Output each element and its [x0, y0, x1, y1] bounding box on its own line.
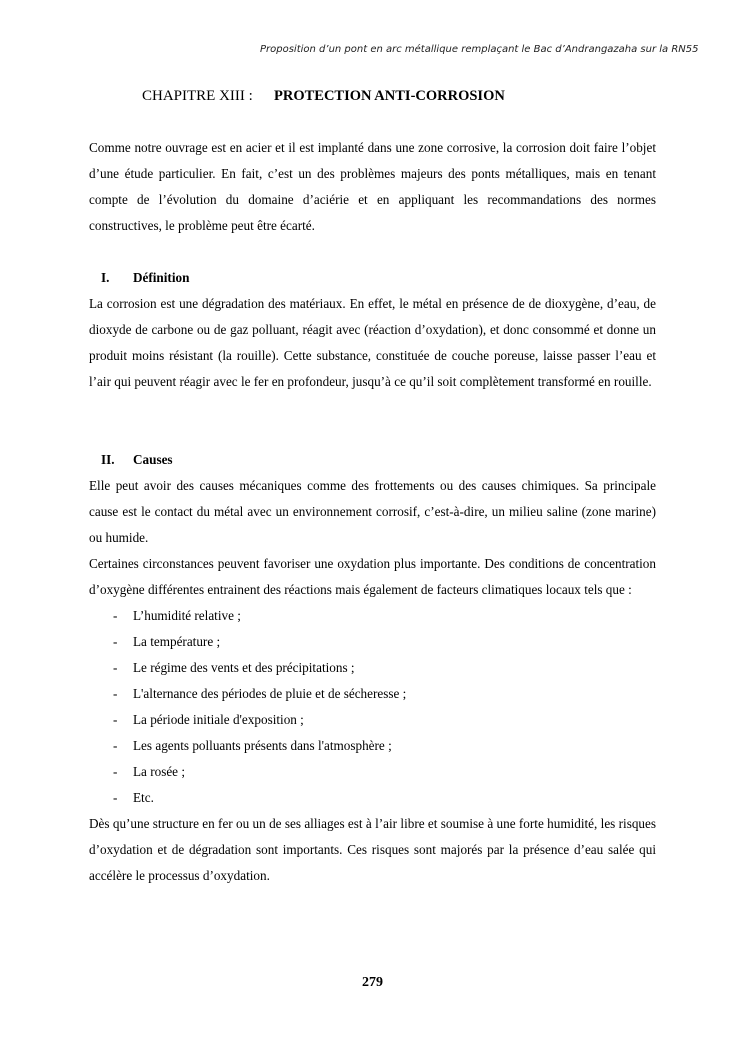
- running-header: Proposition d’un pont en arc métallique remplaçant le Bac d’Andrangazaha sur la RN55: [260, 44, 699, 55]
- section-number: II.: [101, 452, 115, 467]
- section-causes: [89, 447, 656, 889]
- chapter-heading: [142, 88, 505, 105]
- causes-paragraph: Elle peut avoir des causes mécaniques comme des frottements ou des causes chimiques. Sa principale cause est le contact du métal avec un environnement corrosif, c’est-à-dire, un milieu saline (zone marine) ou humide.: [89, 478, 656, 545]
- list-item-text: La température ;: [133, 634, 221, 649]
- list-item: [89, 759, 656, 785]
- intro-block: [89, 135, 656, 239]
- list-item: [89, 629, 656, 655]
- bullet-dash: -: [113, 660, 118, 675]
- list-item: [89, 681, 656, 707]
- list-item: [89, 733, 656, 759]
- chapter-title: PROTECTION ANTI-CORROSION: [274, 88, 505, 104]
- list-item-text: La rosée ;: [133, 764, 185, 779]
- section-title: Définition: [133, 270, 190, 285]
- bullet-dash: -: [113, 738, 118, 753]
- section-heading: [89, 265, 656, 291]
- bullet-dash: -: [113, 790, 118, 805]
- page-number: 279: [362, 975, 383, 990]
- circumstances-paragraph: Certaines circonstances peuvent favoriser une oxydation plus importante. Des conditions de concentration d’oxygène différentes entrainent des réactions mais également de facteurs climatiques locaux tels que :: [89, 556, 656, 597]
- list-item: [89, 707, 656, 733]
- list-item-text: Les agents polluants présents dans l'atmosphère ;: [133, 738, 392, 753]
- climate-factors-list: [89, 603, 656, 811]
- list-item-text: Etc.: [133, 790, 154, 805]
- list-item: [89, 603, 656, 629]
- list-item: [89, 655, 656, 681]
- section-number: I.: [101, 270, 110, 285]
- chapter-number: CHAPITRE XIII :: [142, 88, 253, 104]
- bullet-dash: -: [113, 608, 118, 623]
- bullet-dash: -: [113, 686, 118, 701]
- list-item-text: L'alternance des périodes de pluie et de sécheresse ;: [133, 686, 407, 701]
- bullet-dash: -: [113, 712, 118, 727]
- section-definition: [89, 265, 656, 395]
- bullet-dash: -: [113, 764, 118, 779]
- section-heading: [89, 447, 656, 473]
- section-title: Causes: [133, 452, 173, 467]
- list-item: [89, 785, 656, 811]
- list-item-text: L’humidité relative ;: [133, 608, 241, 623]
- definition-paragraph: La corrosion est une dégradation des matériaux. En effet, le métal en présence de de dioxygène, d’eau, de dioxyde de carbone ou de gaz polluant, réagit avec (réaction d’oxydation), et donc consommé et donne un produit moins résistant (la rouille). Cette substance, constituée de couche poreuse, laisse passer l’eau et l’air qui peuvent réagir avec le fer en profondeur, jusqu’à ce qu’il soit complètement transformé en rouille.: [89, 296, 656, 389]
- intro-paragraph: Comme notre ouvrage est en acier et il est implanté dans une zone corrosive, la corrosion doit faire l’objet d’une étude particulier. En fait, c’est un des problèmes majeurs des ponts métalliques, mais en tenant compte de l’évolution du domaine d’aciérie et en appliquant les recommandations des normes constructives, le problème peut être écarté.: [89, 140, 656, 233]
- list-item-text: La période initiale d'exposition ;: [133, 712, 304, 727]
- bullet-dash: -: [113, 634, 118, 649]
- list-item-text: Le régime des vents et des précipitations ;: [133, 660, 355, 675]
- conclusion-paragraph: Dès qu’une structure en fer ou un de ses alliages est à l’air libre et soumise à une forte humidité, les risques d’oxydation et de dégradation sont importants. Ces risques sont majorés par la présence d’eau salée qui accélère le processus d’oxydation.: [89, 816, 656, 883]
